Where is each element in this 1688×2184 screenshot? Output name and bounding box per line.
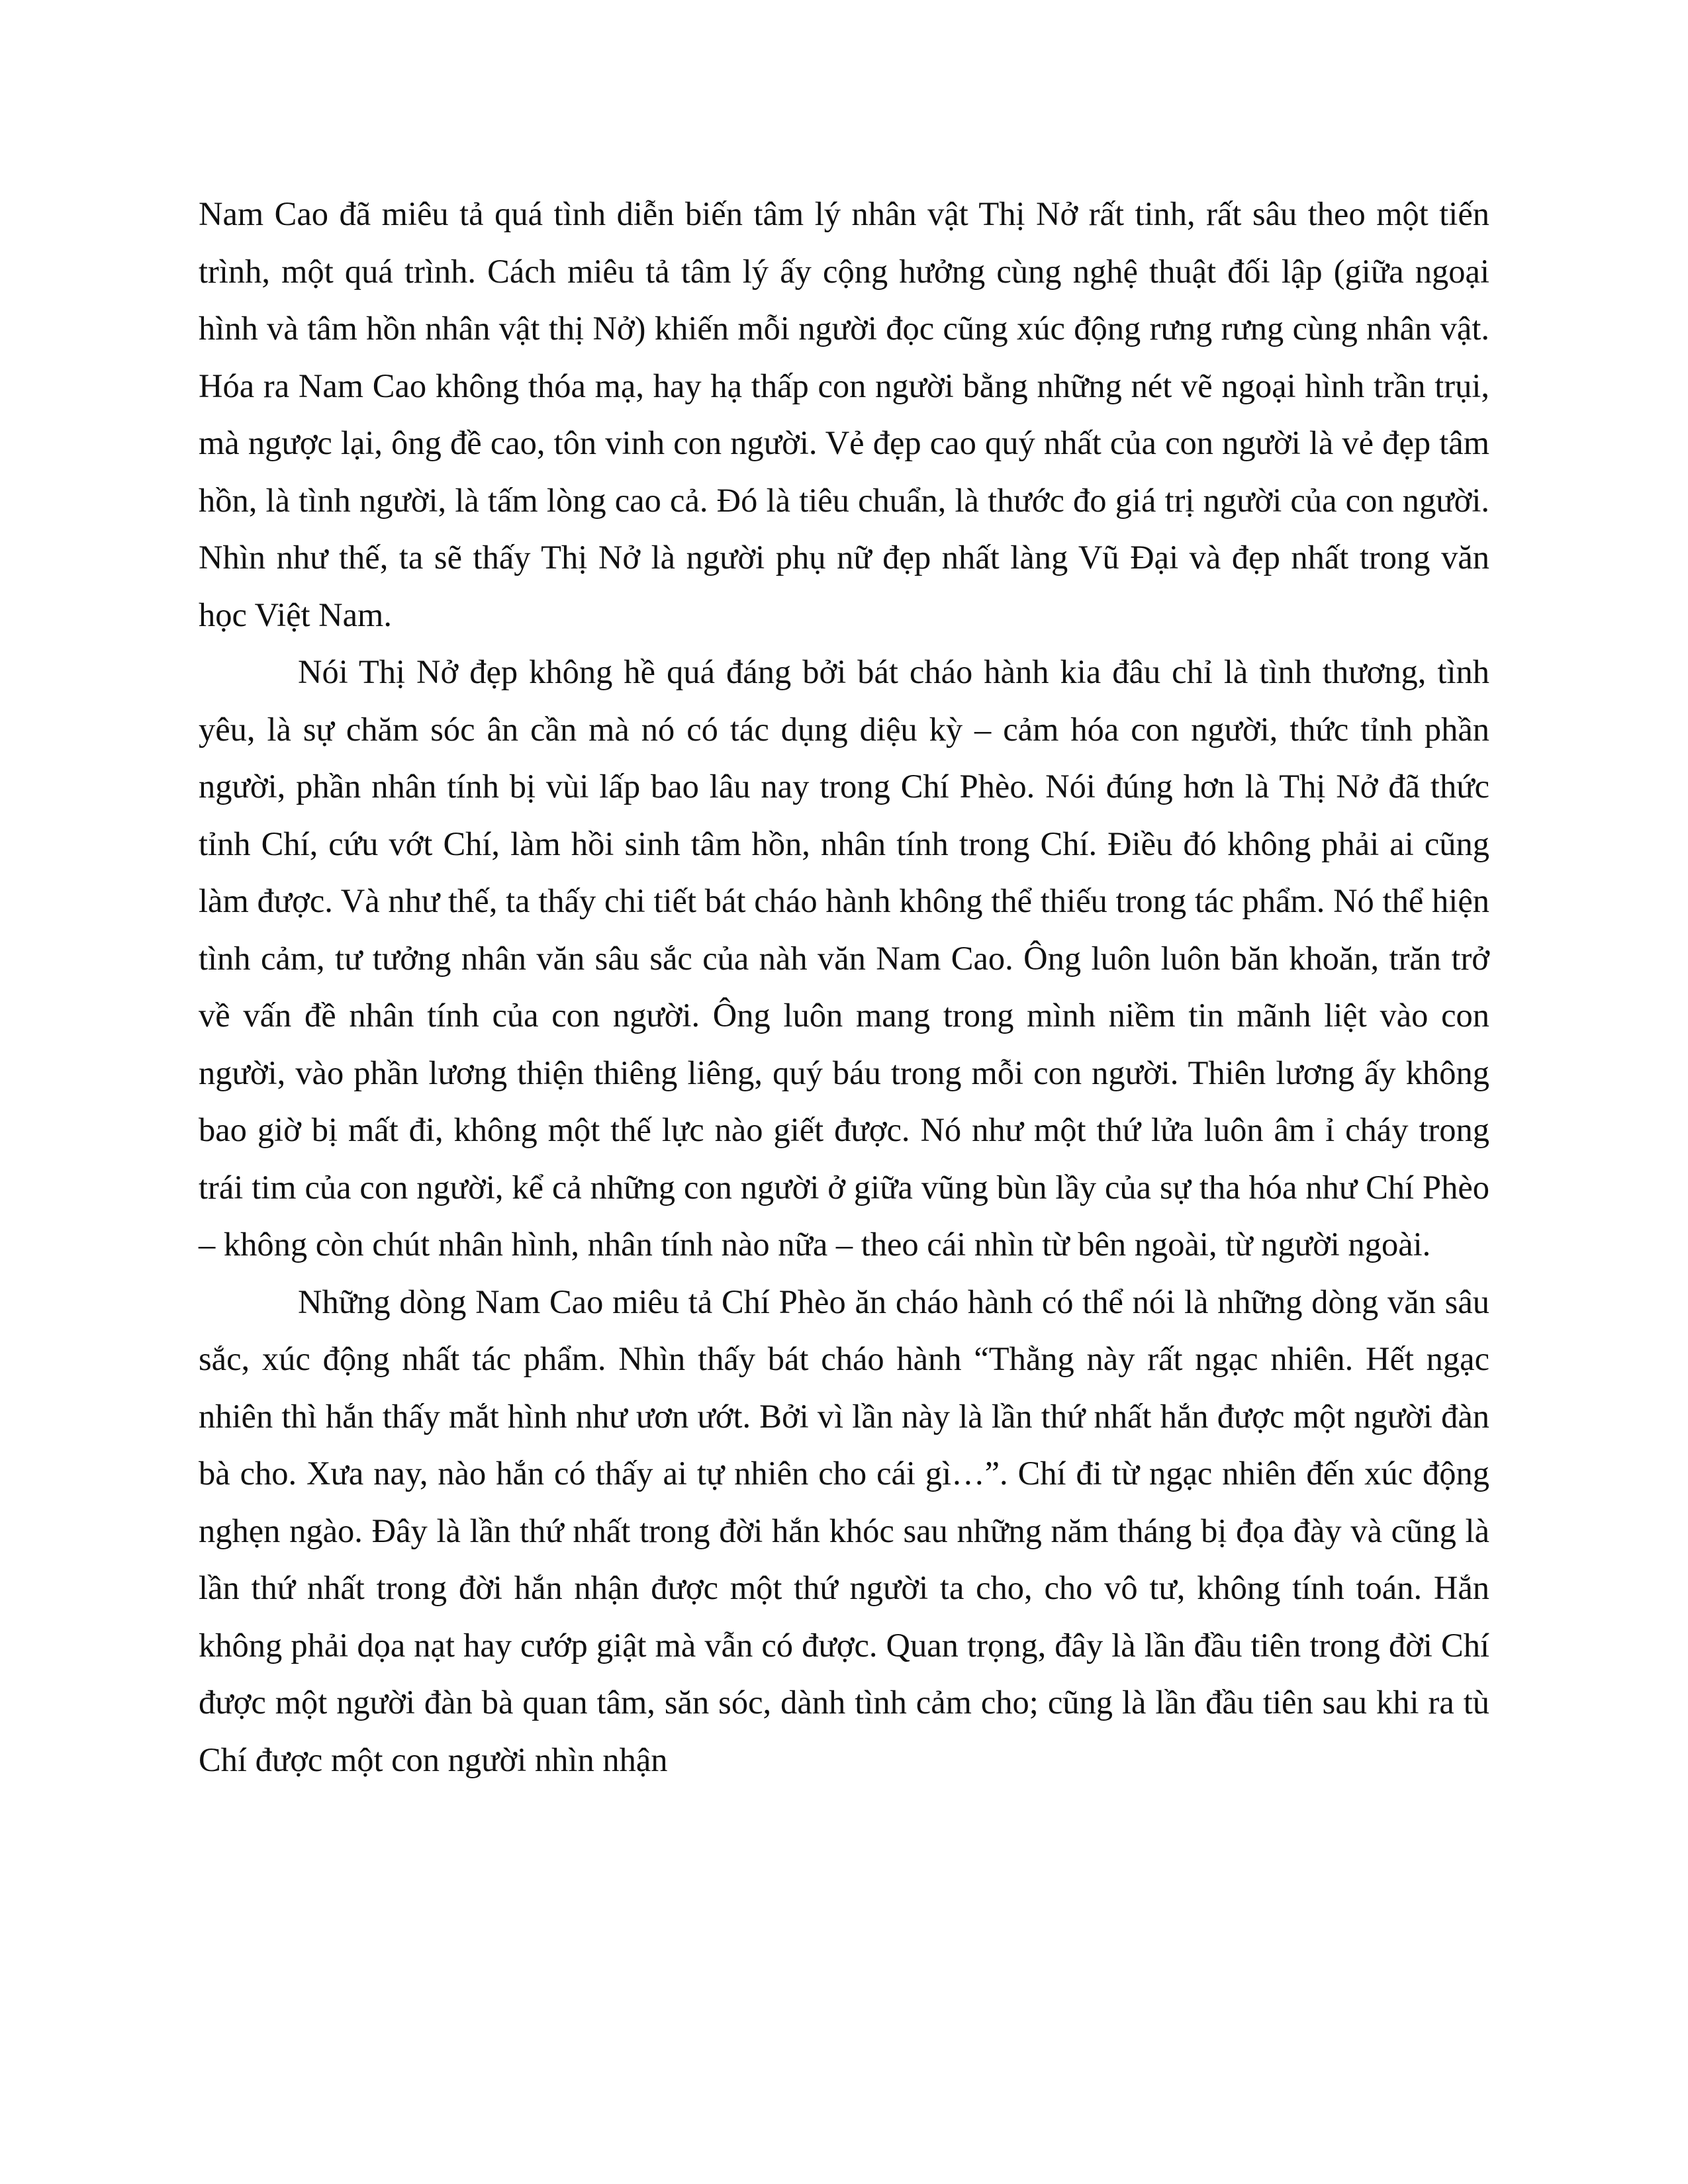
paragraph-2: Nói Thị Nở đẹp không hề quá đáng bởi bát cháo hành kia đâu chỉ là tình thương, tình yêu, là sự chăm sóc ân cần mà nó có tác dụng diệu kỳ – cảm hóa con người, thức tỉnh phần người, phần nhân tính bị vùi lấp bao lâu nay trong Chí Phèo. Nói đúng hơn là Thị Nở đã thức tỉnh Chí, cứu vớt Chí, làm hồi sinh tâm hồn, nhân tính trong Chí. Điều đó không phải ai cũng làm được. Và như thế, ta thấy chi tiết bát cháo hành không thể thiếu trong tác phẩm. Nó thể hiện tình cảm, tư tưởng nhân văn sâu sắc của nàh văn Nam Cao. Ông luôn luôn băn khoăn, trăn trở về vấn đề nhân tính của con người. Ông luôn mang trong mình niềm tin mãnh liệt vào con người, vào phần lương thiện thiêng liêng, quý báu trong mỗi con người. Thiên lương ấy không bao giờ bị mất đi, không một thế lực nào giết được. Nó như một thứ lửa luôn âm ỉ cháy trong trái tim của con người, kể cả những con người ở giữa vũng bùn lầy của sự tha hóa như Chí Phèo – không còn chút nhân hình, nhân tính nào nữa – theo cái nhìn từ bên ngoài, từ người ngoài. [199, 653, 1489, 1263]
paragraph-3: Những dòng Nam Cao miêu tả Chí Phèo ăn cháo hành có thể nói là những dòng văn sâu sắc, xúc động nhất tác phẩm. Nhìn thấy bát cháo hành “Thằng này rất ngạc nhiên. Hết ngạc nhiên thì hắn thấy mắt hình như ươn ướt. Bởi vì lần này là lần thứ nhất hắn được một người đàn bà cho. Xưa nay, nào hắn có thấy ai tự nhiên cho cái gì…”. Chí đi từ ngạc nhiên đến xúc động nghẹn ngào. Đây là lần thứ nhất trong đời hắn khóc sau những năm tháng bị đọa đày và cũng là lần thứ nhất trong đời hắn nhận được một thứ người ta cho, cho vô tư, không tính toán. Hắn không phải dọa nạt hay cướp giật mà vẫn có được. Quan trọng, đây là lần đầu tiên trong đời Chí được một người đàn bà quan tâm, săn sóc, dành tình cảm cho; cũng là lần đầu tiên sau khi ra tù Chí được một con người nhìn nhận [199, 1283, 1489, 1778]
paragraph-1: Nam Cao đã miêu tả quá tình diễn biến tâm lý nhân vật Thị Nở rất tinh, rất sâu theo một tiến trình, một quá trình. Cách miêu tả tâm lý ấy cộng hưởng cùng nghệ thuật đối lập (giữa ngoại hình và tâm hồn nhân vật thị Nở) khiến mỗi người đọc cũng xúc động rưng rưng cùng nhân vật. Hóa ra Nam Cao không thóa mạ, hay hạ thấp con người bằng những nét vẽ ngoại hình trần trụi, mà ngược lại, ông đề cao, tôn vinh con người. Vẻ đẹp cao quý nhất của con người là vẻ đẹp tâm hồn, là tình người, là tấm lòng cao cả. Đó là tiêu chuẩn, là thước đo giá trị người của con người. Nhìn như thế, ta sẽ thấy Thị Nở là người phụ nữ đẹp nhất làng Vũ Đại và đẹp nhất trong văn học Việt Nam. [199, 195, 1489, 633]
document-body [199, 185, 1489, 1788]
